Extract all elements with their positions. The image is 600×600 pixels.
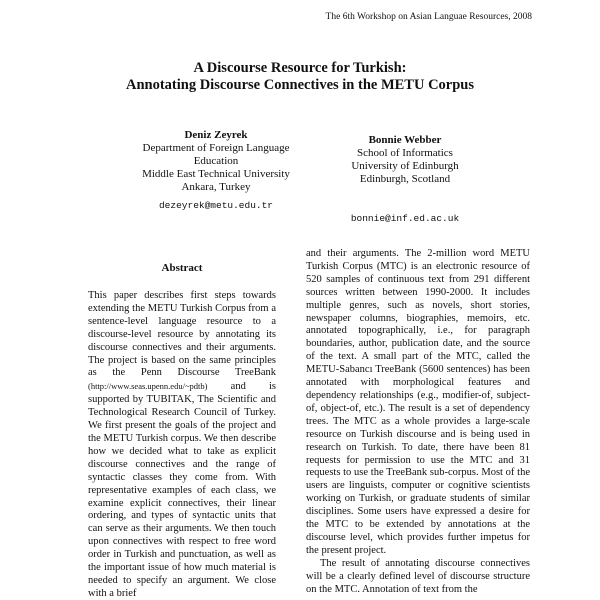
abstract-heading: Abstract xyxy=(161,262,203,274)
author-email: bonnie@inf.ed.ac.uk xyxy=(350,213,460,224)
author-block-2 xyxy=(300,134,510,225)
abstract-body xyxy=(88,290,276,600)
abstract-text-part-1: This paper describes first steps towards extending the METU Turkish Corpus from a sentence-level language resource to a discourse-level resource by annotating its discourse connectives and their arguments. The project is based on the same principles as the Penn Discourse TreeBank xyxy=(88,290,276,379)
title-line-1: A Discourse Resource for Turkish: xyxy=(193,60,407,76)
title-line-2: Annotating Discourse Connectives in the METU Corpus xyxy=(125,77,474,93)
body-column-right xyxy=(306,248,530,600)
abstract-text-part-2: and is supported by TUBITAK, The Scientific and Technological Research Council of Turkey. We first present the goals of the project and the METU Turkish corpus. We then describe how we decided what to take as explicit discourse connectives and the range of syntactic classes they come from. With representative examples of each class, we examine explicit connectives, their linear ordering, and types of syntactic units that can serve as their arguments. We then touch upon connectives with respect to free word order in Turkish and punctuation, as well as the important issue of how much material is needed to specify an argument. We close with a brief xyxy=(88,381,276,599)
affiliation-line: School of Informatics xyxy=(357,147,453,159)
affiliation-line: Education xyxy=(193,155,239,167)
body-paragraph-2: The result of annotating discourse connectives will be a clearly defined level of discourse structure on the MTC. Annotation of text from the xyxy=(306,557,530,595)
author-name: Bonnie Webber xyxy=(368,134,442,146)
affiliation-line: Edinburgh, Scotland xyxy=(359,173,451,185)
abstract-paragraph xyxy=(88,290,276,600)
body-paragraph-1: and their arguments. The 2-million word METU Turkish Corpus (MTC) is an electronic resource of 520 samples of continuous text from 291 different sources written between 1990-2000. It includes multiple genres, such as novels, short stories, newspaper columns, biographies, memoirs, etc. annotated topographically, i.e., for paragraph boundaries, author, publication date, and the source of the text. A small part of the MTC, called the METU-Sabancı TreeBank (5600 sentences) has been annotated with morphological features and dependency relationships (e.g., modifier-of, subject-of, object-of, etc.). The result is a set of dependency trees. The MTC as a whole provides a large-scale resource on Turkish discourse and is being used in research on Turkish. To date, there have been 81 requests for permission to use the MTC and 31 requests to use the TreeBank sub-corpus. Most of the users are linguists, computer or cognitive scientists working on Turkish, or graduate students of similar disciplines. Some users have expressed a desire for the MTC to be extended by annotations at the discourse level, which provides further impetus for the present project. xyxy=(306,248,530,556)
project-url: (http://www.seas.upenn.edu/~pdtb) xyxy=(88,381,208,392)
paper-title xyxy=(0,60,600,94)
running-header: The 6th Workshop on Asian Languae Resources, 2008 xyxy=(325,12,532,22)
affiliation-line: University of Edinburgh xyxy=(351,160,459,172)
author-name: Deniz Zeyrek xyxy=(184,129,248,141)
author-email: dezeyrek@metu.edu.tr xyxy=(158,200,274,211)
affiliation-line: Ankara, Turkey xyxy=(181,181,251,193)
author-block-1 xyxy=(108,129,324,212)
affiliation-line: Middle East Technical University xyxy=(142,168,290,180)
affiliation-line: Department of Foreign Language xyxy=(142,142,290,154)
